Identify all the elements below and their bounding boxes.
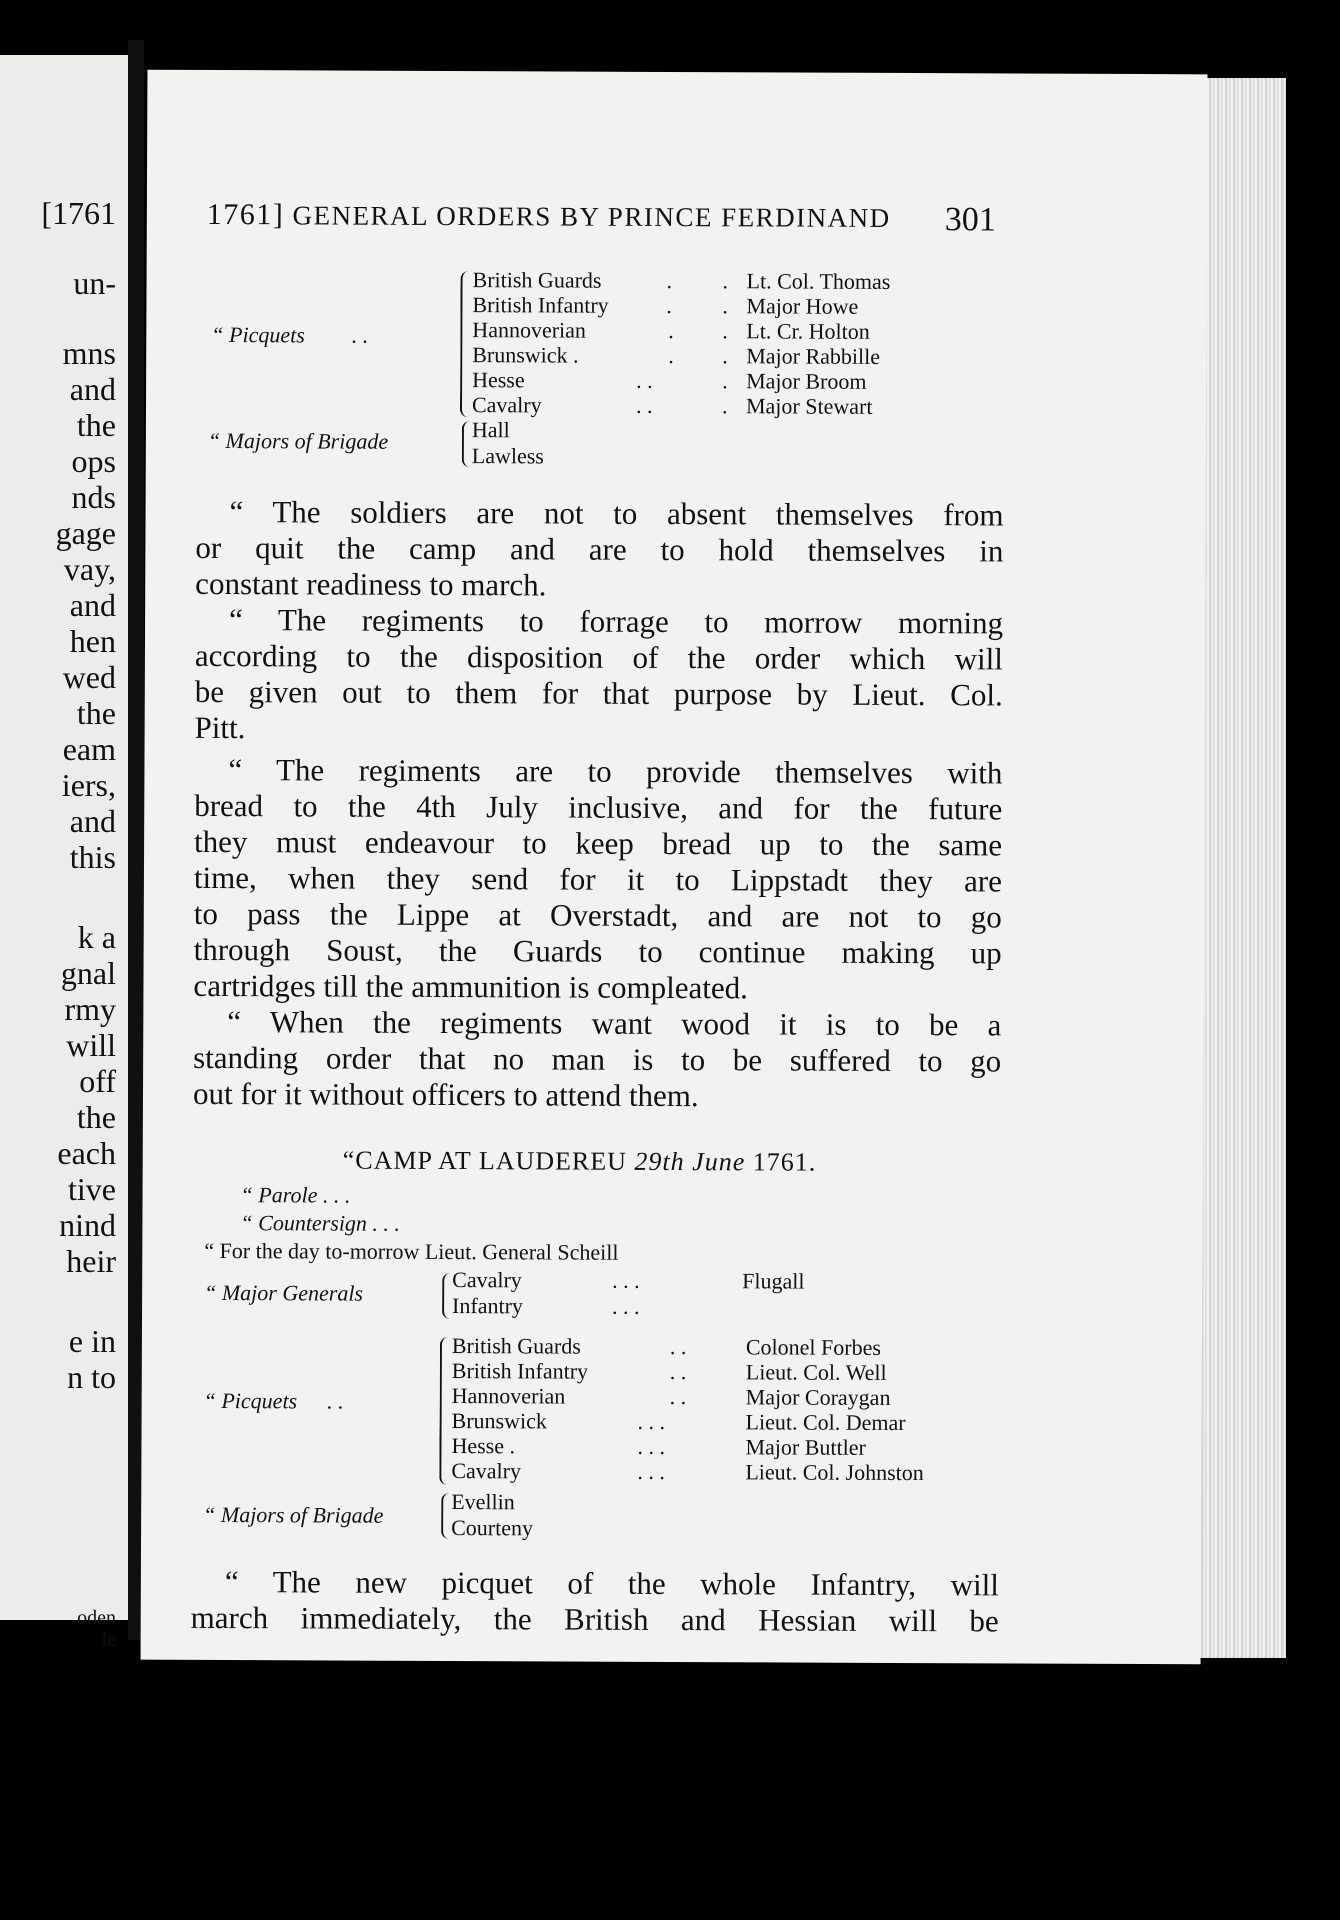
left-page-footnote: le [101, 1629, 116, 1651]
paragraph [195, 494, 1003, 606]
left-page-line: the [76, 1099, 116, 1135]
left-page-line: heir [66, 1243, 116, 1279]
table-row [141, 1457, 1141, 1487]
header-year: 1761] [206, 197, 285, 232]
picquet-dots: . . . [637, 1433, 666, 1459]
picquet-officer: Lieut. Col. Well [745, 1359, 887, 1385]
camp-year: 1761. [752, 1147, 817, 1177]
left-page-line: eam [62, 731, 116, 767]
left-page-line: and [69, 803, 116, 839]
picquet-unit: British Guards [451, 1333, 581, 1359]
text-line: through Soust, the Guards to continue making up [193, 931, 1002, 971]
left-page-line: gage [55, 515, 116, 551]
picquet-unit: Hannoverian [472, 317, 587, 343]
countersign-line: “ Countersign . . . [240, 1210, 401, 1236]
picquet-officer: Lieut. Col. Johnston [745, 1459, 924, 1486]
picquet-officer: Major Stewart [745, 393, 873, 419]
text-line: to pass the Lippe at Overstadt, and are not to go [193, 895, 1002, 935]
text-line: they must endeavour to keep bread up to the same [194, 823, 1003, 863]
picquet-dots: . . [669, 1383, 687, 1410]
table-row [146, 391, 1146, 421]
left-page-line: will [66, 1027, 116, 1063]
running-header [207, 198, 891, 235]
major-of-brigade: Lawless [471, 443, 544, 469]
left-page-line: ops [71, 443, 116, 479]
text-line: time, when they send for it to Lippstadt they are [193, 859, 1003, 899]
left-page-line: un- [73, 265, 116, 301]
major-general-unit: Cavalry [452, 1267, 522, 1293]
text-line: “ The regiments to forrage to morrow morning [228, 602, 1004, 641]
text-line: standing order that no man is to be suffered to go [193, 1039, 1002, 1079]
picquet-dots: . [722, 343, 728, 369]
left-page-line: nds [71, 479, 116, 515]
majors-brace [441, 1493, 451, 1539]
text-line: “ The soldiers are not to absent themselves from [229, 494, 1004, 533]
major-general-dots: . . . [612, 1293, 640, 1319]
picquet-officer: Major Buttler [745, 1434, 866, 1460]
text-line: “ The new picquet of the whole Infantry, will [224, 1564, 999, 1603]
major-general-unit: Infantry [452, 1293, 523, 1319]
picquet-officer: Major Rabbille [746, 343, 881, 369]
picquet-officer: Major Howe [746, 293, 859, 319]
picquet-unit: British Infantry [472, 292, 609, 318]
paragraph [193, 752, 1002, 1008]
left-page-line: vay, [63, 551, 116, 587]
left-page-line: hen [69, 623, 116, 659]
picquet-unit: Brunswick . [472, 342, 579, 368]
left-page-line: mns [62, 335, 116, 371]
picquet-dots: . . [636, 367, 653, 393]
picquet-unit: Hesse . [451, 1433, 516, 1459]
major-general-officer: Flugall [742, 1268, 805, 1294]
left-page-line: and [69, 587, 116, 623]
left-page-line: this [69, 839, 116, 875]
camp-heading [343, 1146, 817, 1178]
picquets-dots: . . [351, 322, 368, 348]
picquet-dots: . [668, 317, 674, 343]
book-page [141, 70, 1208, 1665]
text-line: “ The regiments are to provide themselves with [228, 752, 1003, 791]
picquet-officer: Colonel Forbes [745, 1334, 882, 1360]
picquet-dots: . [668, 342, 674, 368]
text-line: “ When the regiments want wood it is to be a [227, 1004, 1002, 1043]
picquet-dots: . . [669, 1358, 687, 1385]
picquets-dots: . . [326, 1388, 344, 1414]
text-line: out for it without officers to attend them. [192, 1075, 699, 1114]
parole-line: “ Parole . . . [240, 1182, 351, 1208]
picquet-unit: British Infantry [451, 1358, 589, 1384]
text-line: or quit the camp and are to hold themselves in [195, 529, 1004, 569]
text-line: according to the disposition of the order which will [194, 637, 1003, 677]
picquet-officer: Lieut. Col. Demar [745, 1409, 906, 1436]
picquet-dots: . . . [637, 1458, 665, 1484]
left-page-line: n to [67, 1359, 116, 1395]
major-of-brigade: Evellin [451, 1489, 515, 1515]
majors-of-brigade-label: “ Majors of Brigade [207, 427, 389, 454]
paragraph [191, 1564, 999, 1640]
left-page-line: each [57, 1135, 116, 1171]
picquet-unit: Hannoverian [451, 1383, 566, 1409]
left-page-line: off [79, 1063, 116, 1099]
major-general-dots: . . . [612, 1267, 640, 1293]
picquet-dots: . [666, 292, 673, 318]
left-page-footnote: oden [77, 1607, 116, 1629]
picquets-label: “ Picquets [211, 321, 305, 348]
text-line: constant readiness to march. [195, 565, 547, 603]
text-line: bread to the 4th July inclusive, and for the future [194, 787, 1003, 827]
text-line: cartridges till the ammunition is compleated. [193, 967, 748, 1006]
text-line: be given out to them for that purpose by Lieut. Col. [194, 673, 1003, 713]
page-number: 301 [944, 201, 996, 239]
major-of-brigade: Courteny [451, 1515, 534, 1541]
picquet-unit: British Guards [472, 267, 602, 293]
picquet-dots: . [722, 318, 728, 344]
camp-heading-text: “CAMP AT LAUDEREU [342, 1145, 628, 1176]
left-page-line: [1761 [41, 195, 116, 231]
left-page-line: the [76, 407, 116, 443]
left-page-line: the [76, 695, 116, 731]
left-page-line: iers, [61, 767, 116, 803]
picquet-dots: . [722, 293, 729, 319]
for-the-day-line: “ For the day to-morrow Lieut. General Scheill [204, 1237, 619, 1265]
majors-of-brigade-label: “ Majors of Brigade [203, 1501, 384, 1528]
text-line: Pitt. [194, 709, 246, 746]
picquet-unit: Hesse [472, 367, 525, 393]
major-generals-label: “ Major Generals [204, 1279, 364, 1306]
picquet-dots: . [722, 268, 729, 294]
left-page-line: nind [59, 1207, 116, 1243]
picquets-label: “ Picquets [203, 1387, 298, 1414]
camp-date: 29th June [634, 1146, 746, 1177]
text-line: march immediately, the British and Hessian will be [190, 1599, 999, 1639]
left-page-line: and [69, 371, 116, 407]
picquet-dots: . . [635, 392, 653, 418]
picquet-dots: . [666, 267, 673, 293]
picquet-dots: . [722, 368, 728, 394]
picquet-dots: . . [669, 1333, 687, 1360]
major-of-brigade: Hall [471, 417, 510, 443]
left-page-line: e in [68, 1323, 116, 1359]
picquet-unit: Brunswick [451, 1408, 547, 1434]
picquet-officer: Major Broom [746, 368, 867, 394]
paragraph [195, 602, 1004, 750]
left-page-line: rmy [64, 991, 116, 1027]
picquet-officer: Lt. Col. Thomas [746, 268, 891, 294]
page-edges [1196, 78, 1286, 1658]
table-row [142, 1292, 1142, 1322]
left-page-line: gnal [60, 955, 116, 991]
picquet-dots: . . . [637, 1408, 666, 1434]
picquet-officer: Major Coraygan [745, 1384, 891, 1410]
left-page-line: tive [68, 1171, 116, 1207]
majors-brace [462, 421, 472, 467]
left-facing-page [0, 55, 128, 1651]
left-page-line: k a [77, 919, 116, 955]
paragraph [193, 1004, 1001, 1116]
picquet-unit: Cavalry [471, 392, 542, 418]
picquet-unit: Cavalry [451, 1458, 522, 1484]
header-title: GENERAL ORDERS BY PRINCE FERDINAND [292, 200, 891, 233]
picquet-officer: Lt. Cr. Holton [746, 318, 870, 344]
picquet-dots: . [721, 393, 728, 419]
left-page-line: wed [62, 659, 116, 695]
